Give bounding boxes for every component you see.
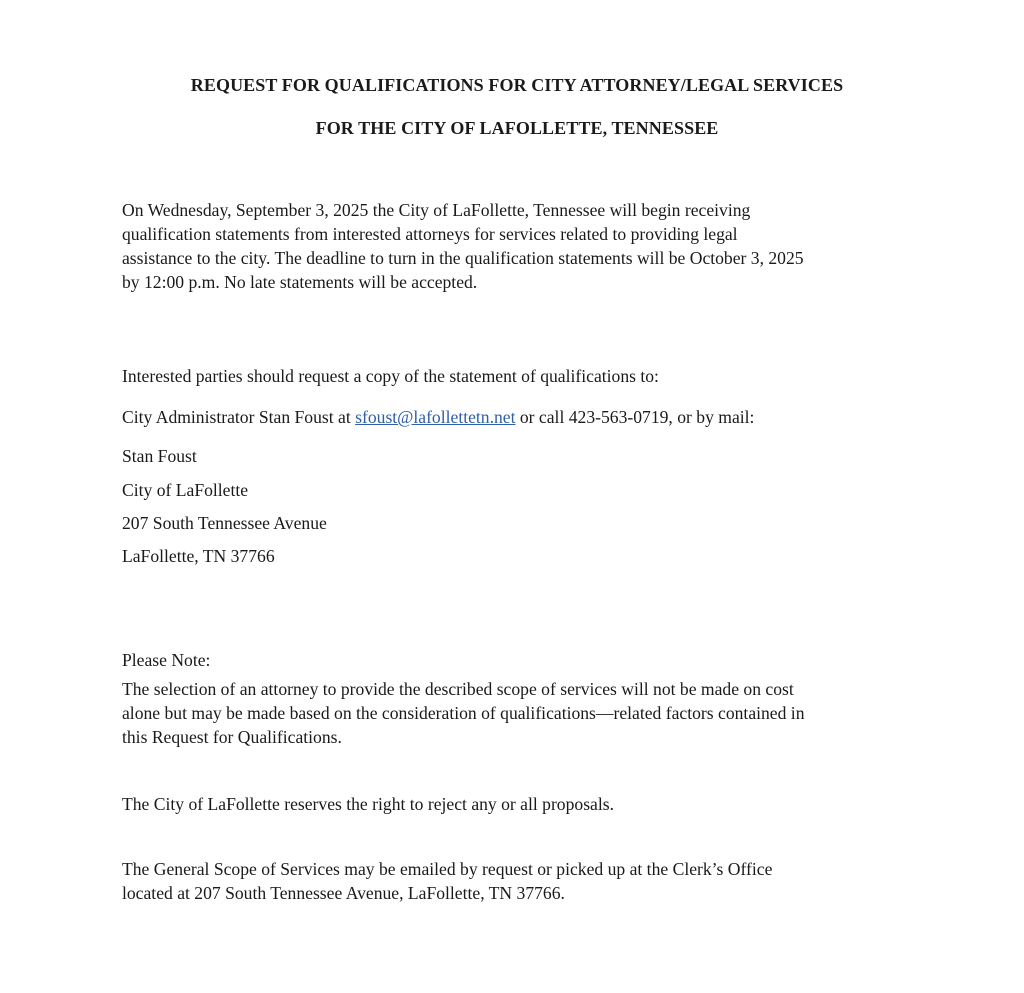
email-link[interactable]: sfoust@lafollettetn.net <box>355 407 516 427</box>
reserve-statement: The City of LaFollette reserves the right to reject any or all proposals. <box>122 794 614 814</box>
request-instruction: Interested parties should request a copy of the statement of qualifications to: <box>122 366 659 386</box>
scope-paragraph <box>122 857 922 905</box>
administrator-contact-suffix: or call 423-563-0719, or by mail: <box>515 407 755 427</box>
intro-line: qualification statements from interested attorneys for services related to providing legal <box>122 224 738 244</box>
intro-line: On Wednesday, September 3, 2025 the City of LaFollette, Tennessee will begin receiving <box>122 200 751 220</box>
scope-line: located at 207 South Tennessee Avenue, LaFollette, TN 37766. <box>122 883 565 903</box>
address-city-state-zip: LaFollette, TN 37766 <box>122 546 275 566</box>
document-title-line-1: REQUEST FOR QUALIFICATIONS FOR CITY ATTORNEY/LEGAL SERVICES <box>190 75 844 95</box>
intro-line: assistance to the city. The deadline to turn in the qualification statements will be October 3, 2025 <box>122 248 804 268</box>
address-name: Stan Foust <box>122 446 197 466</box>
note-heading: Please Note: <box>122 650 211 670</box>
note-line: alone but may be made based on the consideration of qualifications—related factors contained in <box>122 703 805 723</box>
administrator-contact-prefix: City Administrator Stan Foust at <box>122 407 356 427</box>
intro-paragraph <box>122 198 922 294</box>
address-street: 207 South Tennessee Avenue <box>122 513 327 533</box>
note-paragraph <box>122 677 922 749</box>
note-line: The selection of an attorney to provide the described scope of services will not be made on cost <box>122 679 794 699</box>
scope-line: The General Scope of Services may be emailed by request or picked up at the Clerk’s Office <box>122 859 773 879</box>
intro-line: by 12:00 p.m. No late statements will be accepted. <box>122 272 478 292</box>
address-organization: City of LaFollette <box>122 480 249 500</box>
document-title-line-2: FOR THE CITY OF LAFOLLETTE, TENNESSEE <box>315 118 719 138</box>
administrator-contact-line <box>122 405 754 429</box>
note-line: this Request for Qualifications. <box>122 727 342 747</box>
